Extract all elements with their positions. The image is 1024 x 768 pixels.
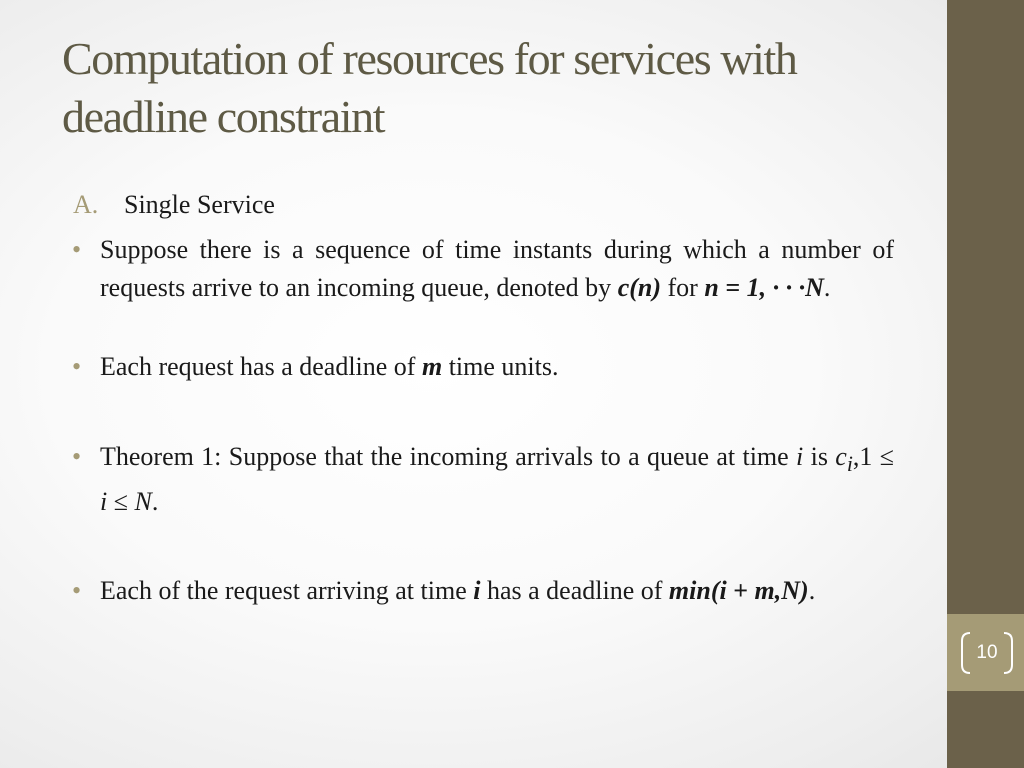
math-term: N (134, 487, 152, 517)
math-term: i (100, 487, 108, 517)
math-term: c (835, 442, 847, 471)
bullet-item (62, 438, 894, 521)
subheading (62, 186, 894, 224)
bullet-dot-icon: • (72, 235, 82, 264)
bullet-text: for (661, 273, 705, 302)
math-term: m,N) (754, 576, 809, 606)
math-term: c(n) (617, 273, 662, 302)
bullet-text: Each of the request arriving at time (100, 576, 474, 606)
bullet-dot-icon: • (72, 352, 82, 381)
bullet-text: Theorem 1: Suppose that the incoming arrivals to a queue at time (100, 442, 797, 471)
math-term: i (796, 442, 804, 471)
math-term: m (421, 352, 443, 381)
bullet-item (62, 572, 894, 610)
page-number-frame (958, 630, 1016, 676)
subheading-text: Single Service (124, 190, 275, 219)
math-term: min(i (668, 576, 727, 606)
bullet-item (62, 231, 894, 307)
bullet-text: . (151, 487, 159, 517)
bullet-text: . (823, 273, 831, 302)
bullet-text: is (803, 442, 836, 471)
bullet-text: time units. (442, 352, 559, 381)
math-term: ,1 ≤ (852, 442, 894, 471)
math-term: i (473, 576, 481, 606)
bullet-text: Each request has a deadline of (100, 352, 422, 381)
bullet-text: . (808, 576, 816, 606)
bullet-text: has a deadline of (480, 576, 669, 606)
slide-title: Computation of resources for services with deadline constraint (62, 33, 797, 142)
bullet-text: Suppose there is a sequence of time instants during which a number of requests arrive to an incoming queue, denoted by (100, 235, 894, 302)
math-term: + (726, 576, 755, 606)
math-term: n = 1, · · ·N (704, 273, 824, 302)
math-subscript: i (846, 452, 853, 477)
slide-body (62, 186, 894, 610)
subheading-marker: A. (73, 190, 99, 219)
page-number: 10 (976, 642, 998, 663)
bullet-dot-icon: • (72, 442, 82, 471)
bullet-dot-icon: • (72, 576, 82, 606)
bullet-item (62, 348, 894, 386)
math-term: ≤ (107, 487, 135, 517)
